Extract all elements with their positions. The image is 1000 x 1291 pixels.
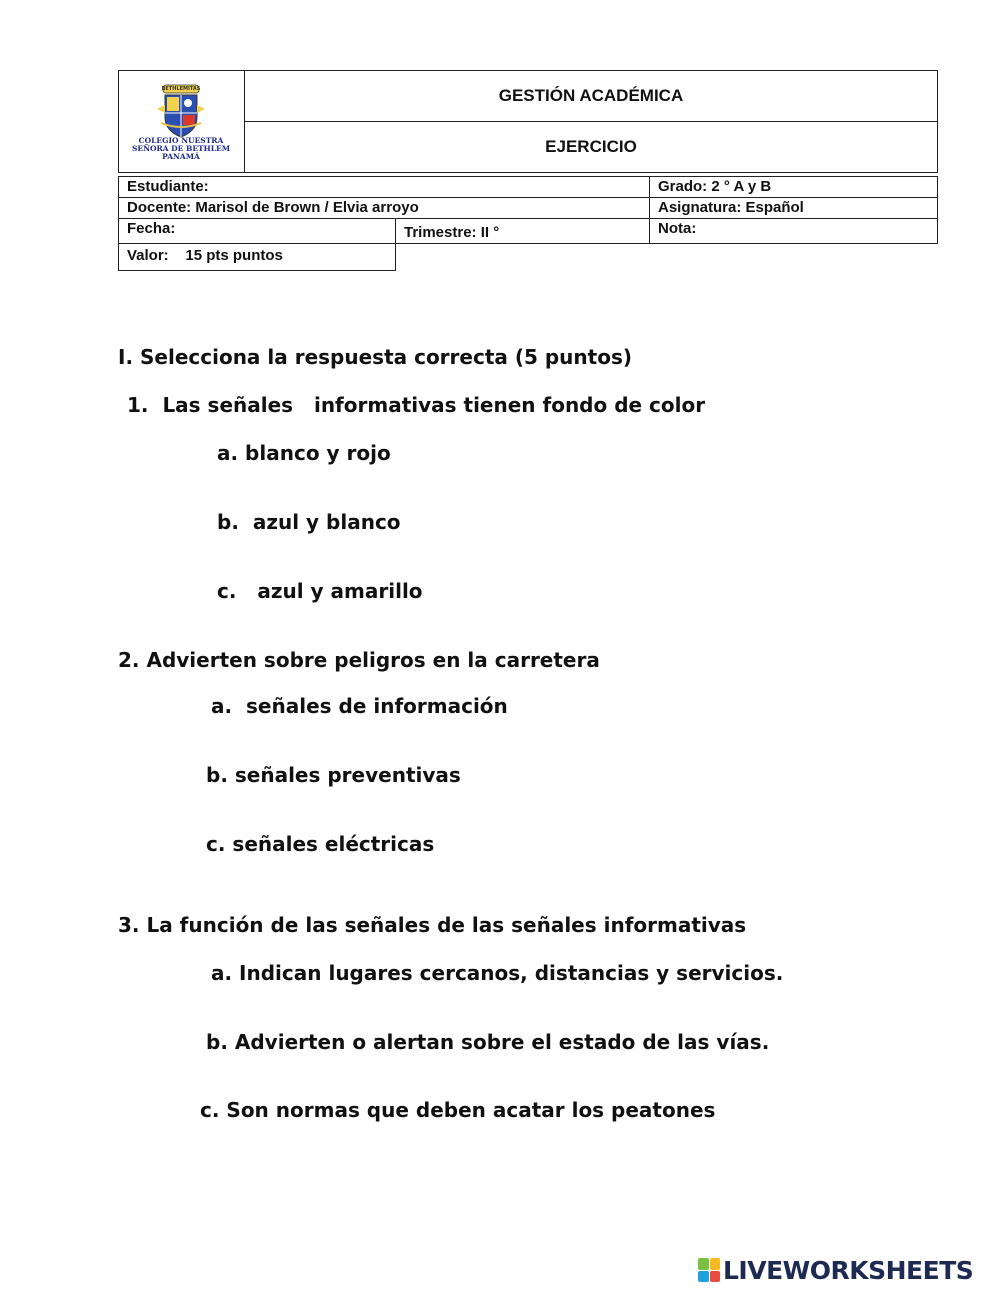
subject-field: Asignatura: Español <box>649 197 938 219</box>
liveworksheets-logo-icon <box>698 1258 720 1282</box>
answer-option[interactable]: b. azul y blanco <box>217 510 401 534</box>
answer-option[interactable]: b. señales preventivas <box>206 763 461 787</box>
answer-option[interactable]: a. blanco y rojo <box>217 441 391 465</box>
question-1: 1. Las señales informativas tienen fondo de color <box>127 393 706 417</box>
logo-cell <box>119 71 245 172</box>
answer-option[interactable]: a. Indican lugares cercanos, distancias y servicios. <box>211 961 784 985</box>
grade-field: Grado: 2 ° A y B <box>649 176 938 198</box>
school-name-line: COLEGIO NUESTRA <box>138 136 224 145</box>
trimester-field: Trimestre: II ° <box>395 218 650 244</box>
date-field[interactable]: Fecha: <box>118 218 396 244</box>
school-name <box>123 137 239 161</box>
liveworksheets-brand[interactable] <box>698 1256 973 1284</box>
answer-option[interactable]: c. azul y amarillo <box>217 579 423 603</box>
answer-option[interactable]: c. Son normas que deben acatar los peatones <box>200 1098 716 1122</box>
school-name-line: PANAMÁ <box>162 152 200 161</box>
section-title: I. Selecciona la respuesta correcta (5 puntos) <box>118 345 633 369</box>
student-field[interactable]: Estudiante: <box>118 176 650 198</box>
logo-banner-text: BETHLEMITAS <box>161 86 201 92</box>
logo-banner <box>161 84 201 92</box>
grade-note-field[interactable]: Nota: <box>649 218 938 244</box>
value-field: Valor: 15 pts puntos <box>118 243 396 271</box>
question-2: 2. Advierten sobre peligros en la carretera <box>118 648 600 672</box>
header-subtitle: EJERCICIO <box>545 137 637 156</box>
logo-square-green <box>698 1258 709 1270</box>
brand-name: LIVEWORKSHEETS <box>723 1255 974 1285</box>
logo-square-red <box>710 1271 721 1283</box>
answer-option[interactable]: b. Advierten o alertan sobre el estado de las vías. <box>206 1030 770 1054</box>
logo-square-yellow <box>710 1258 721 1270</box>
header-title: GESTIÓN ACADÉMICA <box>245 71 937 122</box>
answer-option[interactable]: c. señales eléctricas <box>206 832 435 856</box>
question-3: 3. La función de las señales de las señales informativas <box>118 913 747 937</box>
answer-option[interactable]: a. señales de información <box>211 694 508 718</box>
logo-square-blue <box>698 1271 709 1283</box>
teacher-field: Docente: Marisol de Brown / Elvia arroyo <box>118 197 650 219</box>
header-box <box>118 70 938 173</box>
school-name-line: SEÑORA DE BETHLEM <box>131 144 231 153</box>
